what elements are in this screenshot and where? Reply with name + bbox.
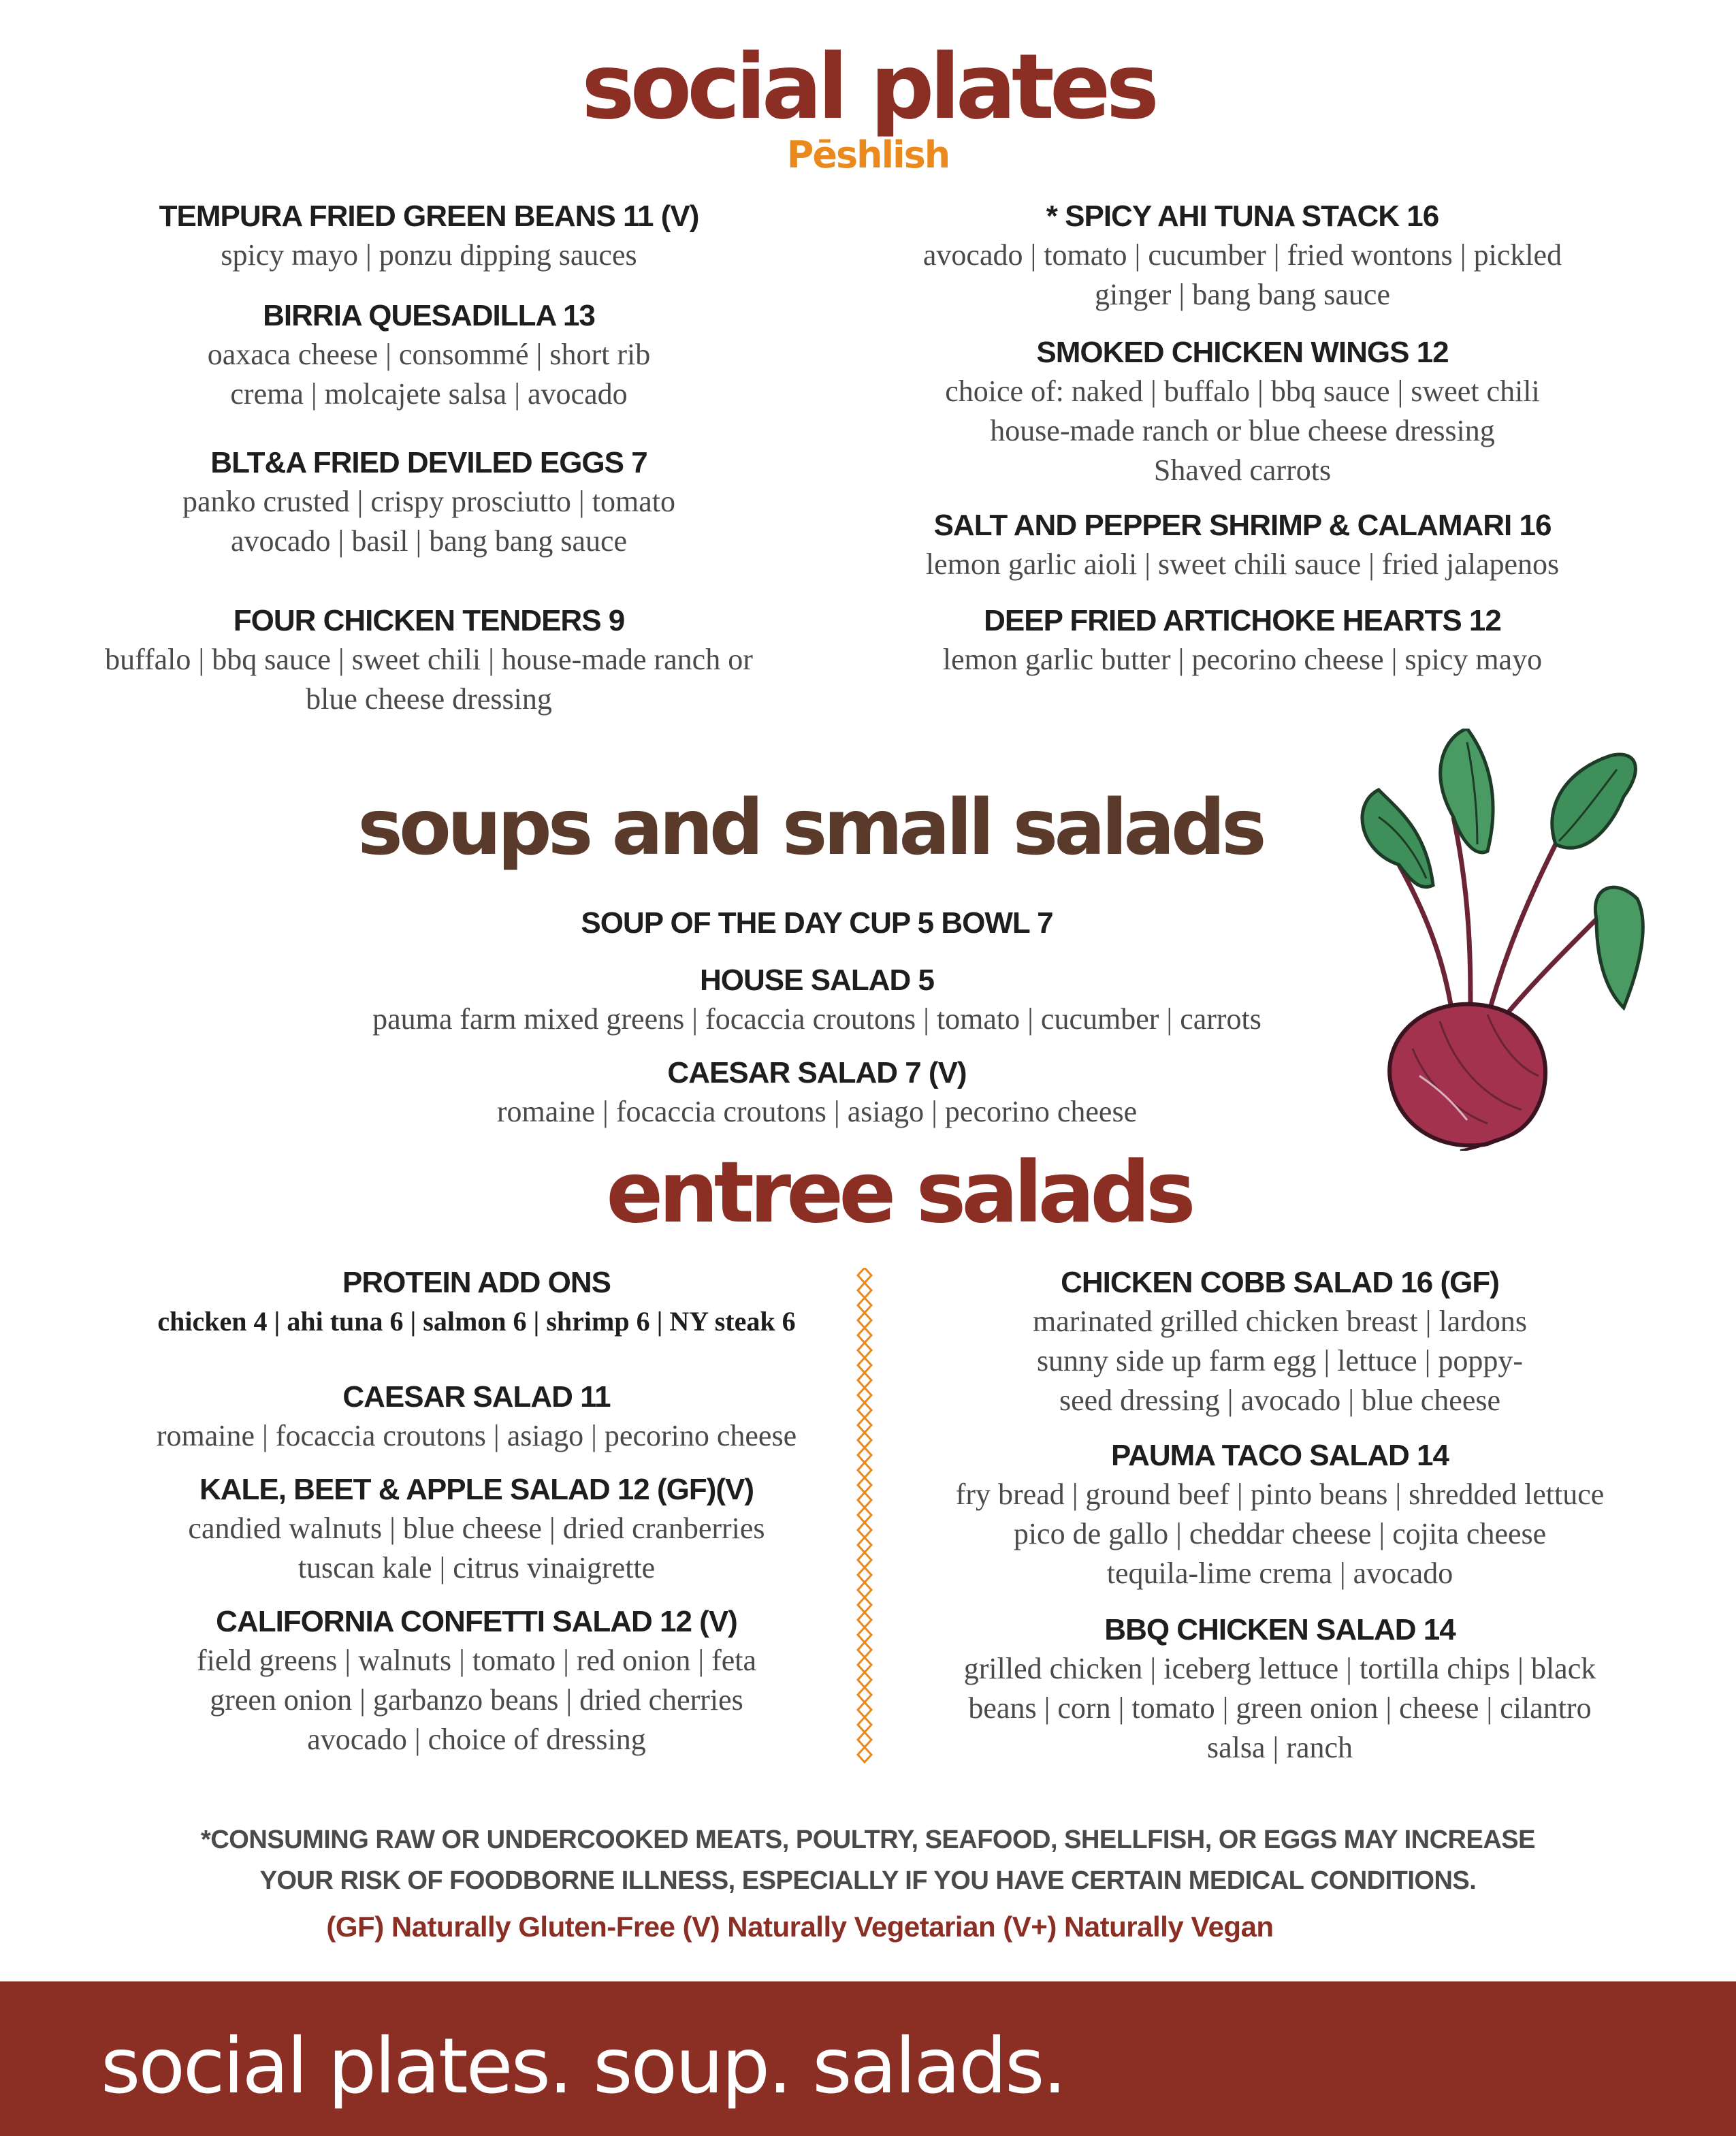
divider-diamond [858,1747,871,1762]
menu-item [306,961,1328,1039]
menu-item [306,1054,1328,1132]
item-description: grilled chicken | iceberg lettuce | tortilla chips | black [963,1652,1596,1685]
item-description: avocado | choice of dressing [307,1723,646,1756]
menu-item [68,297,790,414]
divider-diamond [858,1672,871,1687]
item-description: pico de gallo | cheddar cheese | cojita cheese [1013,1517,1547,1550]
divider-diamond [858,1508,871,1523]
divider-diamond [858,1478,871,1493]
item-description: romaine | focaccia croutons | asiago | pecorino cheese [156,1419,797,1452]
menu-item [306,904,1328,942]
divider-diamond [858,1358,871,1373]
item-description: sunny side up farm egg | lettuce | poppy- [1036,1344,1524,1377]
item-title: FOUR CHICKEN TENDERS 9 [233,604,625,637]
menu-item [68,602,790,719]
divider-diamond [858,1657,871,1672]
menu-item [851,507,1634,584]
item-title: PAUMA TACO SALAD 14 [1111,1439,1449,1472]
item-description: panko crusted | crispy prosciutto | tomato [182,485,675,518]
divider-diamond [858,1597,871,1612]
item-description: blue cheese dressing [306,682,552,716]
item-description: ginger | bang bang sauce [1095,278,1390,311]
divider-diamond [858,1343,871,1358]
item-description: lemon garlic butter | pecorino cheese | spicy mayo [942,643,1543,676]
divider-diamond [858,1493,871,1508]
item-description: Shaved carrots [1153,453,1332,487]
divider-diamond [858,1463,871,1478]
item-title: CHICKEN COBB SALAD 16 (GF) [1061,1266,1499,1299]
item-title: TEMPURA FRIED GREEN BEANS 11 (V) [159,200,699,233]
menu-item [102,1264,851,1341]
section-title-soups: soups and small salads [357,784,1263,872]
item-description: spicy mayo | ponzu dipping sauces [221,238,637,272]
divider-diamond [858,1687,871,1702]
divider-diamond [858,1552,871,1567]
item-description: oaxaca cheese | consommé | short rib [207,338,651,371]
item-title: SALT AND PEPPER SHRIMP & CALAMARI 16 [933,509,1552,542]
divider-diamond [858,1313,871,1328]
food-safety-notice [0,1819,1736,1901]
item-description: avocado | basil | bang bang sauce [230,524,628,558]
divider-diamond [858,1448,871,1463]
item-description: choice of: naked | buffalo | bbq sauce | sweet chili [945,374,1540,408]
item-title: SOUP OF THE DAY CUP 5 BOWL 7 [581,906,1053,940]
divider-diamond [858,1732,871,1747]
item-description: pauma farm mixed greens | focaccia croutons | tomato | cucumber | carrots [372,1002,1261,1036]
item-title: SMOKED CHICKEN WINGS 12 [1036,336,1449,369]
item-description: romaine | focaccia croutons | asiago | pecorino cheese [496,1095,1138,1128]
item-description: crema | molcajete salsa | avocado [230,377,628,411]
item-title: HOUSE SALAD 5 [700,963,934,997]
menu-item [905,1611,1654,1768]
divider-diamond [858,1537,871,1552]
footer-bar [0,1981,1736,2136]
item-description: seed dressing | avocado | blue cheese [1059,1384,1501,1417]
item-description: lemon garlic aioli | sweet chili sauce | fried jalapenos [925,547,1560,581]
divider-diamond [858,1702,871,1717]
item-title: CAESAR SALAD 11 [342,1380,611,1414]
section-title-entree: entree salads [606,1144,1191,1242]
divider-diamond [858,1268,871,1283]
divider-diamond [858,1612,871,1627]
divider-diamond [858,1582,871,1597]
divider-diamond [858,1388,871,1403]
divider-diamond [858,1642,871,1657]
menu-item [905,1437,1654,1593]
divider-diamond [858,1433,871,1448]
item-description: beans | corn | tomato | green onion | cheese | cilantro [968,1691,1592,1725]
item-title: KALE, BEET & APPLE SALAD 12 (GF)(V) [199,1473,754,1506]
item-description: tequila-lime crema | avocado [1106,1557,1453,1590]
item-title: PROTEIN ADD ONS [342,1266,611,1299]
divider-diamond [858,1373,871,1388]
footer-tagline: social plates. soup. salads. [101,2022,1065,2111]
divider-diamond [858,1717,871,1732]
item-description: chicken 4 | ahi tuna 6 | salmon 6 | shrimp 6 | NY steak 6 [157,1306,796,1337]
menu-item [68,197,790,275]
divider-diamond [858,1283,871,1298]
item-description: buffalo | bbq sauce | sweet chili | house-made ranch or [105,643,753,676]
diet-legend: (GF) Naturally Gluten-Free (V) Naturally Vegetarian (V+) Naturally Vegan [326,1911,1274,1943]
item-title: CALIFORNIA CONFETTI SALAD 12 (V) [216,1605,737,1638]
divider-diamond [858,1523,871,1537]
menu-item [851,602,1634,680]
divider-diamond [858,1567,871,1582]
section-title-social-plates: social plates [581,35,1155,140]
item-title: BIRRIA QUESADILLA 13 [263,299,595,332]
brand-logo: Pēshlish [786,133,950,176]
menu-item [905,1264,1654,1420]
menu-item [102,1471,851,1588]
diamond-divider [851,1268,878,1772]
divider-diamond [858,1298,871,1313]
divider-diamond [858,1403,871,1418]
menu-item [851,197,1634,315]
item-description: salsa | ranch [1206,1731,1353,1764]
item-description: candied walnuts | blue cheese | dried cranberries [188,1512,765,1545]
item-title: DEEP FRIED ARTICHOKE HEARTS 12 [984,604,1501,637]
item-title: * SPICY AHI TUNA STACK 16 [1046,200,1439,233]
item-title: BBQ CHICKEN SALAD 14 [1104,1613,1456,1646]
item-description: fry bread | ground beef | pinto beans | shredded lettuce [955,1478,1605,1511]
menu-item [851,334,1634,490]
item-description: house-made ranch or blue cheese dressing [990,414,1495,447]
menu-item [68,444,790,561]
notice-line: YOUR RISK OF FOODBORNE ILLNESS, ESPECIALLY IF YOU HAVE CERTAIN MEDICAL CONDITIONS. [259,1866,1477,1895]
divider-diamond [858,1418,871,1433]
beet-illustration [1351,729,1651,1151]
item-description: green onion | garbanzo beans | dried cherries [210,1683,743,1717]
item-title: CAESAR SALAD 7 (V) [667,1056,967,1089]
divider-diamond [858,1627,871,1642]
item-description: field greens | walnuts | tomato | red onion | feta [196,1644,757,1677]
item-description: tuscan kale | citrus vinaigrette [298,1551,656,1584]
menu-item [102,1378,851,1456]
notice-line: *CONSUMING RAW OR UNDERCOOKED MEATS, POULTRY, SEAFOOD, SHELLFISH, OR EGGS MAY INCREASE [201,1826,1535,1854]
item-description: marinated grilled chicken breast | lardons [1033,1305,1527,1338]
item-description: avocado | tomato | cucumber | fried wontons | pickled [922,238,1562,272]
item-title: BLT&A FRIED DEVILED EGGS 7 [210,446,647,479]
divider-diamond [858,1328,871,1343]
menu-item [102,1603,851,1759]
